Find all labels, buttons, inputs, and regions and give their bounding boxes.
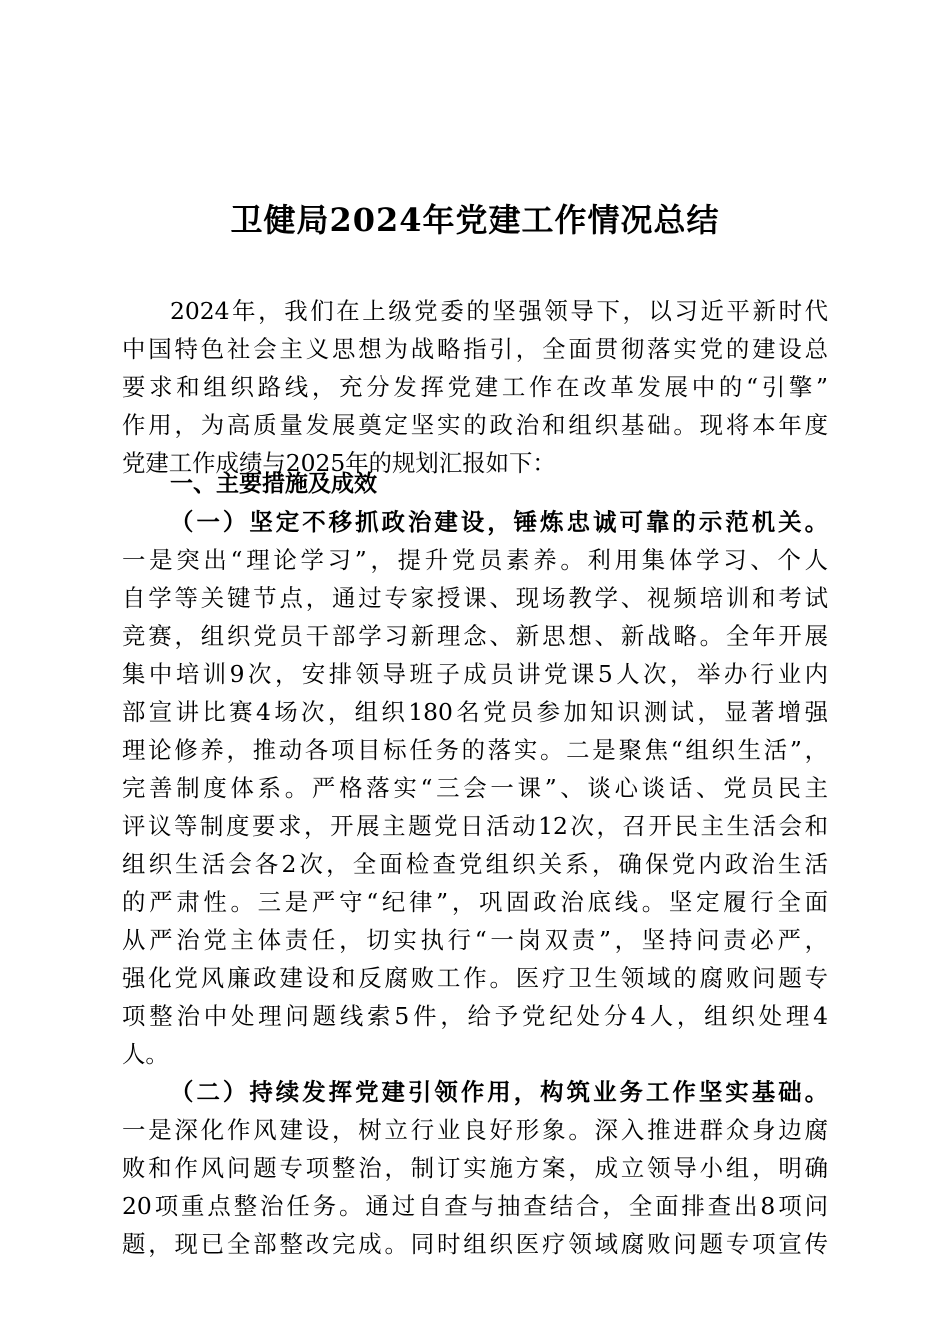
document-title: 卫健局2024年党建工作情况总结	[230, 201, 720, 239]
body-line: 作用，为高质量发展奠定坚实的政治和组织基础。现将本年度	[122, 411, 828, 439]
body-line: 集中培训9次，安排领导班子成员讲党课5人次，举办行业内	[122, 660, 828, 688]
body-line: 2024年，我们在上级党委的坚强领导下，以习近平新时代	[170, 297, 828, 325]
body-line: 的严肃性。三是严守“纪律”，巩固政治底线。坚定履行全面	[122, 888, 828, 916]
subsection-heading: （二）持续发挥党建引领作用，构筑业务工作坚实基础。	[170, 1078, 828, 1106]
body-line: 竞赛，组织党员干部学习新理念、新思想、新战略。全年开展	[122, 622, 828, 650]
body-line: 组织生活会各2次，全面检查党组织关系，确保党内政治生活	[122, 850, 828, 878]
body-line: 中国特色社会主义思想为战略指引，全面贯彻落实党的建设总	[122, 335, 828, 363]
body-line: 自学等关键节点，通过专家授课、现场教学、视频培训和考试	[122, 584, 828, 612]
body-line: 要求和组织路线，充分发挥党建工作在改革发展中的“引擎”	[122, 373, 828, 401]
body-line: 败和作风问题专项整治，制订实施方案，成立领导小组，明确	[122, 1154, 828, 1182]
body-line: 人。	[122, 1040, 169, 1068]
body-line: 理论修养，推动各项目标任务的落实。二是聚焦“组织生活”，	[122, 736, 828, 764]
body-line: 强化党风廉政建设和反腐败工作。医疗卫生领域的腐败问题专	[122, 964, 828, 992]
body-line: 题，现已全部整改完成。同时组织医疗领域腐败问题专项宣传	[122, 1230, 828, 1258]
body-line: 一是突出“理论学习”，提升党员素养。利用集体学习、个人	[122, 546, 828, 574]
body-line: 20项重点整治任务。通过自查与抽查结合，全面排查出8项问	[122, 1192, 828, 1220]
body-line: 完善制度体系。严格落实“三会一课”、谈心谈话、党员民主	[122, 774, 828, 802]
subsection-heading: （一）坚定不移抓政治建设，锤炼忠诚可靠的示范机关。	[170, 508, 828, 536]
body-line: 项整治中处理问题线索5件，给予党纪处分4人，组织处理4	[122, 1002, 828, 1030]
body-line: 评议等制度要求，开展主题党日活动12次，召开民主生活会和	[122, 812, 828, 840]
section-heading: 一、主要措施及成效	[170, 471, 377, 497]
body-line: 党建工作成绩与2025年的规划汇报如下：	[122, 449, 556, 477]
body-line: 一是深化作风建设，树立行业良好形象。深入推进群众身边腐	[122, 1116, 828, 1144]
body-line: 部宣讲比赛4场次，组织180名党员参加知识测试，显著增强	[122, 698, 828, 726]
body-line: 从严治党主体责任，切实执行“一岗双责”，坚持问责必严，	[122, 926, 828, 954]
